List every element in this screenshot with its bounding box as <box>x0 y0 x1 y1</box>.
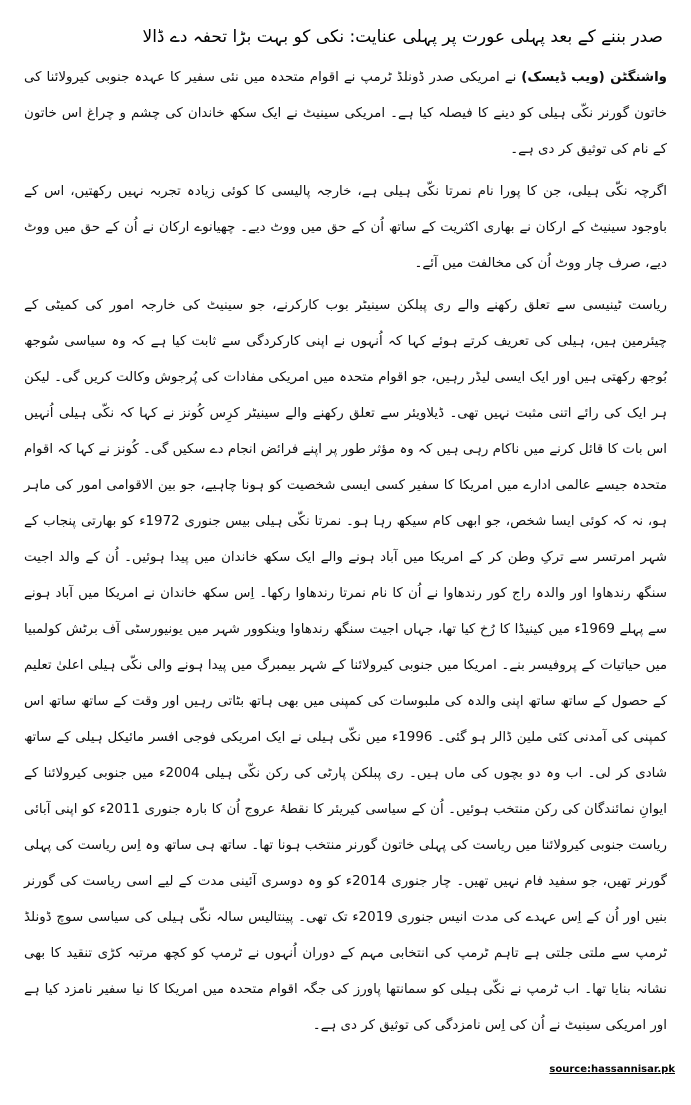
source-link[interactable]: source:hassannisar.pk <box>549 1064 675 1075</box>
dateline: واشنگٹن (ویب ڈیسک) <box>521 70 667 85</box>
article-headline: صدر بننے کے بعد پہلی عورت پر پہلی عنایت: نکی کو بہت بڑا تحفہ دے ڈالا <box>142 27 663 47</box>
paragraph-1-text: نے امریکی صدر ڈونلڈ ٹرمپ نے اقوام متحدہ میں نئی سفیر کا عہدہ جنوبی کیرولائنا کی خاتون گورنر نکّی ہیلی کو دینے کا فیصلہ کیا ہے۔ امریکی سینیٹ نے ایک سکھ خاندان کی چشم و چراغ اس خاتون کے نام کی توثیق کر دی ہے۔ <box>24 70 667 157</box>
article-paragraph-2: اگرچہ نکّی ہیلی، جن کا پورا نام نمرتا نکّی ہیلی ہے، خارجہ پالیسی کا کوئی زیادہ تجربہ نہیں رکھتیں، اس کے باوجود سینیٹ کے ارکان نے بھاری اکثریت کے ساتھ اُن کے حق میں ووٹ دیے۔ چھیانوے ارکان نے اُن کے حق میں ووٹ دیے، صرف چار ووٹ اُن کی مخالفت میں آئے۔ <box>24 184 667 271</box>
article-paragraph-3: ریاست ٹینیسی سے تعلق رکھنے والے ری پبلکن سینیٹر بوب کارکرنے، جو سینیٹ کی خارجہ امور کی کمیٹی کے چیئرمین ہیں، ہیلی کی تعریف کرتے ہوئے کہا کہ اُنہوں نے اپنی کارکردگی سے ثابت کیا ہے کہ وہ سیاسی سُوجھ بُوجھ رکھتی ہیں اور ایک ایسی لیڈر رہیں، جو اقوام متحدہ میں امریکی مفادات کی پُرجوش وکالت کریں گی۔ لیکن ہر ایک کی رائے اتنی مثبت نہیں تھی۔ ڈیلاویئر سے تعلق رکھنے والے سینیٹر کرِس کُونز نے کہا کہ نکّی ہیلی اُنہیں اس بات کا قائل کرنے میں ناکام رہی ہیں کہ وہ مؤثر طور پر اپنے فرائض انجام دے سکیں گی۔ کُونز نے کہا کہ اقوام متحدہ جیسے عالمی ادارے میں امریکا کا سفیر کسی ایسی شخصیت کو ہونا چاہیے، جو بین الاقوامی امور کی ماہر ہو، نہ کہ کوئی ایسا شخص، جو ابھی کام سیکھ رہا ہو۔ نمرتا نکّی ہیلی بیس جنوری 1972ء کو بھارتی پنجاب کے شہر امرتسر سے ترکِ وطن کر کے امریکا میں آباد ہونے والے ایک سکھ خاندان میں پیدا ہوئیں۔ اُن کے والد اجیت سنگھ رندھاوا اور والدہ راج کور رندھاوا نے اُن کا نام نمرتا رندھاوا رکھا۔ اِس سکھ خاندان نے امریکا میں آباد ہونے سے پہلے 1969ء میں کینیڈا کا رُخ کیا تھا، جہاں اجیت سنگھ رندھاوا وینکوور شہر میں یونیورسٹی آف برٹش کولمبیا میں حیاتیات کے پروفیسر بنے۔ امریکا میں جنوبی کیرولائنا کے شہر بیمبرگ میں پیدا ہونے والی نکّی ہیلی اعلیٰ تعلیم کے حصول کے ساتھ ساتھ اپنی والدہ کی ملبوسات کی کمپنی میں بھی ہاتھ بٹاتی رہیں اور وقت کے ساتھ ساتھ اس کمپنی کی آمدنی کئی ملین ڈالر ہو گئی۔ 1996ء میں نکّی ہیلی نے ایک امریکی فوجی افسر مائیکل ہیلی کے ساتھ شادی کر لی۔ اب وہ دو بچوں کی ماں ہیں۔ ری پبلکن پارٹی کی رکن نکّی ہیلی 2004ء میں جنوبی کیرولائنا کے ایوانِ نمائندگان کی رکن منتخب ہوئیں۔ اُن کے سیاسی کیریئر کا نقطۂ عروج اُن کا بارہ جنوری 2011ء کو اپنی آبائی ریاست جنوبی کیرولائنا میں ریاست کی پہلی خاتون گورنر منتخب ہونا تھا۔ ساتھ ہی ساتھ وہ اِس ریاست کی پہلی گورنر تھیں، جو سفید فام نہیں تھیں۔ چار جنوری 2014ء کو وہ دوسری آئینی مدت کے لیے اسی ریاست کی گورنر بنیں اور اُن کے اِس عہدے کی مدت انیس جنوری 2019ء تک تھی۔ پینتالیس سالہ نکّی ہیلی کی سیاسی سوچ ڈونلڈ ٹرمپ سے ملتی جلتی ہے تاہم ٹرمپ کی انتخابی مہم کے دوران اُنہوں نے ٹرمپ کو کچھ مرتبہ کڑی تنقید کا بھی نشانہ بنایا تھا۔ اب ٹرمپ نے نکّی ہیلی کو سمانتھا پاورز کی جگہ اقوام متحدہ میں امریکا کا نیا سفیر نامزد کیا ہے اور امریکی سینیٹ نے اُن کی اِس نامزدگی کی توثیق کر دی ہے۔ <box>24 298 668 1033</box>
article-paragraph-1 <box>24 60 667 168</box>
